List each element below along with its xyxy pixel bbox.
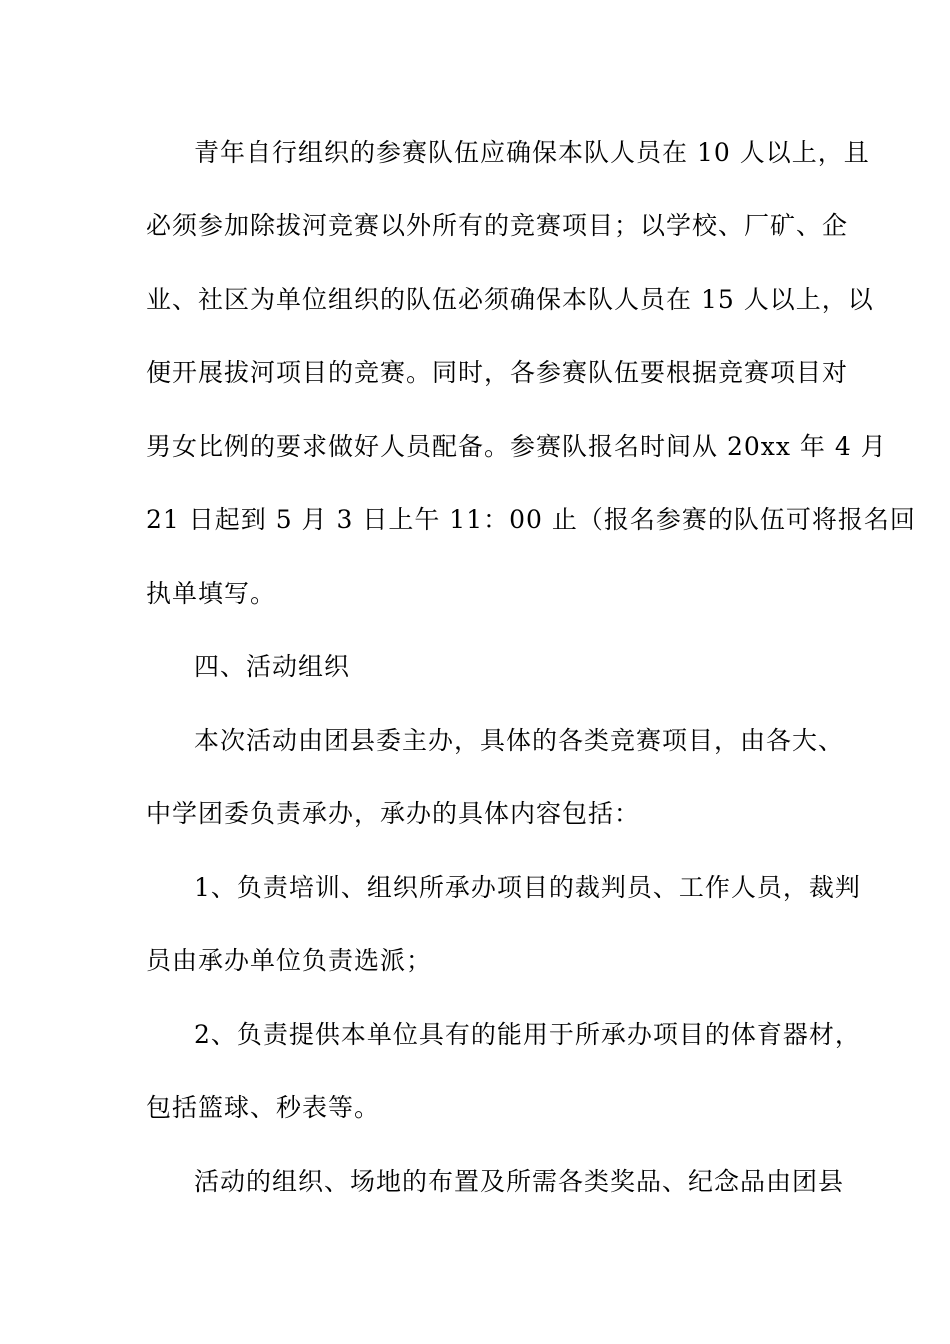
- list-item-1-line-1: 1、负责培训、组织所承办项目的裁判员、工作人员，裁判: [194, 873, 861, 902]
- list-item-1-line-2: 员由承办单位负责选派；: [146, 946, 433, 975]
- paragraph-line-7: 执单填写。: [146, 579, 277, 608]
- paragraph-line-2: 必须参加除拔河竞赛以外所有的竞赛项目；以学校、厂矿、企: [146, 211, 849, 240]
- paragraph-line-9: 本次活动由团县委主办，具体的各类竞赛项目，由各大、: [194, 726, 845, 755]
- paragraph-line-3: 业、社区为单位组织的队伍必须确保本队人员在 15 人以上，以: [146, 285, 874, 314]
- paragraph-line-5: 男女比例的要求做好人员配备。参赛队报名时间从 20xx 年 4 月: [146, 432, 887, 461]
- section-heading: 四、活动组织: [194, 652, 351, 681]
- paragraph-line-4: 便开展拔河项目的竞赛。同时，各参赛队伍要根据竞赛项目对: [146, 358, 849, 387]
- paragraph-line-6: 21 日起到 5 月 3 日上午 11：00 止（报名参赛的队伍可将报名回: [146, 505, 916, 534]
- paragraph-line-1: 青年自行组织的参赛队伍应确保本队人员在 10 人以上，且: [194, 138, 870, 167]
- paragraph-line-10: 中学团委负责承办，承办的具体内容包括：: [146, 799, 641, 828]
- list-item-2-line-2: 包括篮球、秒表等。: [146, 1093, 381, 1122]
- list-item-2-line-1: 2、负责提供本单位具有的能用于所承办项目的体育器材，: [194, 1020, 861, 1049]
- paragraph-line-15: 活动的组织、场地的布置及所需各类奖品、纪念品由团县: [194, 1167, 845, 1196]
